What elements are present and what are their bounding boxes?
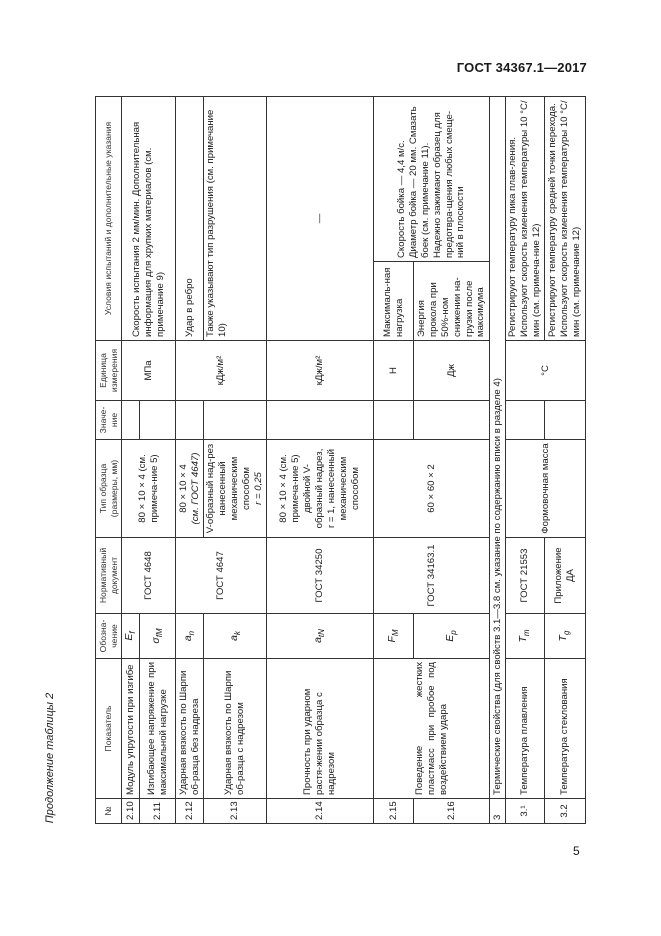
document-cell: ГОСТ 34163.1 (374, 538, 490, 614)
indicator-cell: Ударная вязкость по Шарпи об-разца с надрезом (204, 659, 267, 799)
document-cell: ГОСТ 4648 (122, 538, 176, 614)
value-cell (506, 401, 545, 440)
value-cell (176, 401, 204, 440)
col-document: Нормативный документ (96, 538, 122, 614)
sample-cell: Формовочная масса (506, 440, 586, 538)
indicator-cell: Поведение жестких пластмасс при пробое под воздействием удара (374, 659, 490, 799)
standard-header: ГОСТ 34367.1—2017 (456, 60, 587, 75)
indicator-cell: Изгибающее напряжение при максимальной нагрузке (140, 659, 176, 799)
section-row (490, 97, 506, 824)
table-row (374, 97, 414, 824)
col-num: № (96, 799, 122, 824)
unit-cell: Дж (414, 341, 490, 401)
indicator-cell: Модуль упругости при изгибе (122, 659, 140, 799)
value-cell (544, 401, 585, 440)
conditions-cell: Скорость испытания 2 мм/мин. Дополнительная информация для хрупких материалов (см. примечание 9) (122, 97, 176, 341)
symbol-cell: $a_n$ (176, 614, 204, 659)
sample-cell: 80 × 10 × 4 (см. примеча-ние 5) (122, 440, 176, 538)
table-row (176, 97, 204, 824)
section-title: Термические свойства (для свойств 3.1—3.8 см. указание по содержанию вписи в разделе 4) (490, 97, 506, 799)
conditions-left-cell: Максималь-ная нагрузка (374, 262, 414, 341)
conditions-right-cell: Скорость бойка — 4,4 м/с. Диаметр бойка — 20 мм. Смазать боек (см. примечание 11). Надежно зажимают образец для предотвра-щения любых смеще-ний в плоскости (374, 97, 490, 262)
conditions-cell: Регистрируют температуру пика плав-ления. Используют скорость изменения температуры 10 °С/мин (см. примеча-ние 12) (506, 97, 545, 341)
document-cell: ГОСТ 4647 (176, 538, 267, 614)
row-num: 2.11 (140, 799, 176, 824)
continuation-label-box (40, 692, 60, 824)
sample-cell: V-образный над-рез нанесенный механическим способом r = 0,25 (204, 440, 267, 538)
col-value: Значе-ние (96, 401, 122, 440)
symbol-cell: $T_g$ (544, 614, 585, 659)
unit-cell: °С (506, 341, 586, 401)
unit-cell: МПа (122, 341, 176, 401)
col-sample: Тип образца (размеры, мм) (96, 440, 122, 538)
symbol-cell: $a_{tN}$ (267, 614, 374, 659)
row-num: 2.14 (267, 799, 374, 824)
row-num: 3 (490, 799, 506, 824)
sample-cell: 80 × 10 × 4 (см. ГОСТ 4647) (176, 440, 204, 538)
continuation-label: Продолжение таблицы 2 (44, 692, 56, 824)
table-inner (95, 97, 582, 824)
conditions-cell: Удар в ребро (176, 97, 204, 341)
unit-cell: Н (374, 341, 414, 401)
conditions-cell: — (267, 97, 374, 341)
symbol-cell: $E_f$ (122, 614, 140, 659)
unit-cell: кДж/м² (267, 341, 374, 401)
conditions-left-cell: Энергия прокола при 50%-ном снижении на-грузки после максимума (414, 262, 490, 341)
sample-cell: 80 × 10 × 4 (см. примеча-ние 5) двойной V-образный надрез, r = 1, нанесенный механическим способом (267, 440, 374, 538)
table-row (267, 97, 374, 824)
symbol-cell: $E_p$ (414, 614, 490, 659)
row-num: 2.15 (374, 799, 414, 824)
row-num: 2.13 (204, 799, 267, 824)
symbol-cell: $\sigma_{fM}$ (140, 614, 176, 659)
value-cell (122, 401, 140, 440)
value-cell (374, 401, 414, 440)
row-num: 3.2 (544, 799, 585, 824)
properties-table (95, 96, 586, 824)
document-cell: ГОСТ 21553 (506, 538, 545, 614)
symbol-cell: $a_k$ (204, 614, 267, 659)
table-row (204, 97, 267, 824)
table-row (122, 97, 140, 824)
indicator-cell: Прочность при ударном растя-жении образца с надрезом (267, 659, 374, 799)
col-conditions: Условия испытаний и дополнительные указания (96, 97, 122, 341)
document-cell: Приложение ДА (544, 538, 585, 614)
rotated-table-area (95, 97, 582, 824)
indicator-cell: Ударная вязкость по Шарпи об-разца без надреза (176, 659, 204, 799)
col-symbol: Обозна-чение (96, 614, 122, 659)
table-row (506, 97, 545, 824)
table-header-row (96, 97, 122, 824)
conditions-cell: Также указывают тип разрушения (см. примечание 10) (204, 97, 267, 341)
row-num: 2.16 (414, 799, 490, 824)
document-cell: ГОСТ 34250 (267, 538, 374, 614)
indicator-cell: Температура плавления (506, 659, 545, 799)
value-cell (204, 401, 267, 440)
unit-cell: кДж/м² (176, 341, 267, 401)
row-num: 2.10 (122, 799, 140, 824)
symbol-cell: $T_m$ (506, 614, 545, 659)
sample-cell: 60 × 60 × 2 (374, 440, 490, 538)
col-indicator: Показатель (96, 659, 122, 799)
symbol-cell: $F_M$ (374, 614, 414, 659)
row-num: 3.¹ (506, 799, 545, 824)
value-cell (140, 401, 176, 440)
conditions-cell: Регистрируют температуру средней точки перехода. Используют скорость изменения температуры 10 °С/мин (см. примечание 12) (544, 97, 585, 341)
indicator-cell: Температура стеклования (544, 659, 585, 799)
row-num: 2.12 (176, 799, 204, 824)
col-unit: Единица измерения (96, 341, 122, 401)
page-number: 5 (573, 844, 580, 858)
value-cell (267, 401, 374, 440)
value-cell (414, 401, 490, 440)
